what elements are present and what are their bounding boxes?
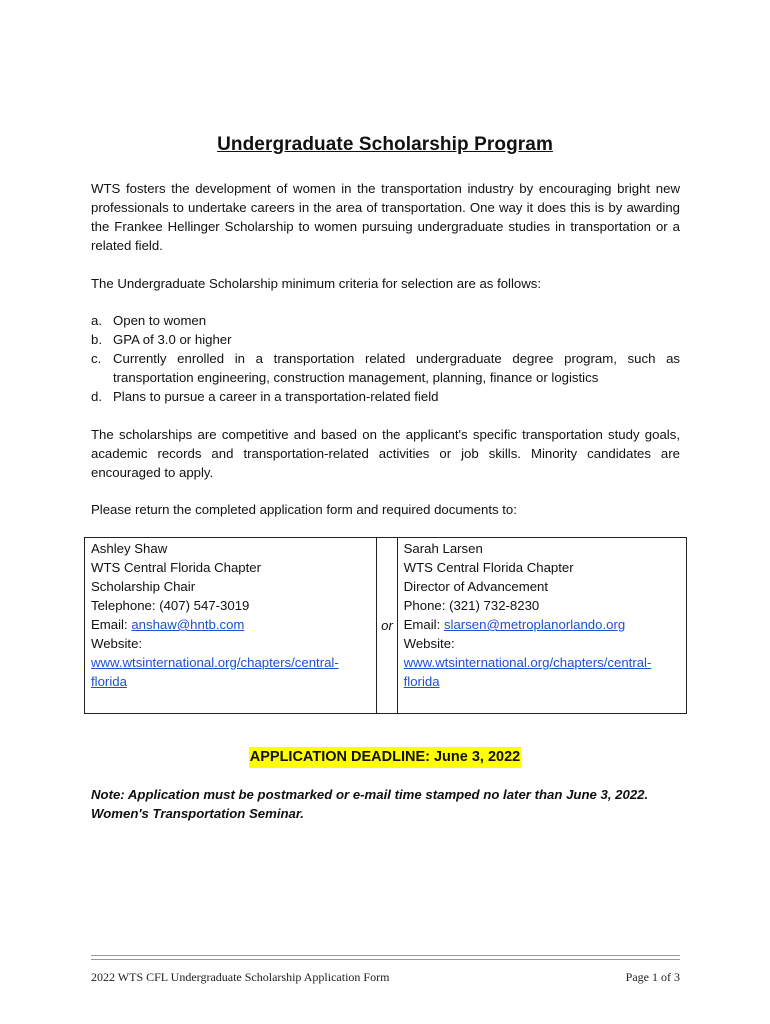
note-line-1: Note: Application must be postmarked or e-mail time stamped no later than June 3, 2022. (91, 787, 649, 802)
website-link[interactable] (91, 655, 339, 689)
contact-role: Director of Advancement (403, 579, 549, 594)
website-link-line1: www.wtsinternational.org/chapters/central- (91, 655, 339, 670)
competitive-paragraph: The scholarships are competitive and based on the applicant's specific transportation study goals, academic records and transportation-related activities or job skills. Minority candidates are encouraged to apply. (91, 427, 680, 480)
list-marker: c. (91, 351, 102, 366)
website-link-line2: florida (91, 674, 127, 689)
website-label: Website: (91, 636, 143, 651)
criteria-list (91, 311, 680, 406)
criteria-text: Currently enrolled in a transportation related undergraduate degree program, such as transportation engineering, construction management, planning, finance or logistics (113, 351, 680, 385)
criteria-text: GPA of 3.0 or higher (113, 332, 232, 347)
note-line-2: Women's Transportation Seminar. (91, 806, 304, 821)
contact-phone: Phone: (321) 732-8230 (403, 598, 540, 613)
email-link[interactable]: slarsen@metroplanorlando.org (443, 617, 626, 632)
list-marker: b. (91, 332, 102, 347)
email-label: Email: (403, 617, 444, 632)
contact-card-left (85, 538, 377, 714)
website-label: Website: (403, 636, 455, 651)
page-number: Page 1 of 3 (625, 970, 680, 984)
criteria-text: Open to women (113, 313, 207, 328)
website-link-line1: www.wtsinternational.org/chapters/central- (403, 655, 652, 670)
return-instructions: Please return the completed application form and required documents to: (91, 502, 517, 517)
criteria-intro: The Undergraduate Scholarship minimum criteria for selection are as follows: (91, 276, 542, 291)
contact-card-right (397, 538, 686, 714)
criteria-item (91, 387, 680, 406)
application-deadline: APPLICATION DEADLINE: June 3, 2022 (249, 747, 521, 768)
list-marker: d. (91, 389, 102, 404)
deadline-container (0, 747, 770, 768)
email-label: Email: (91, 617, 132, 632)
contact-name: Sarah Larsen (403, 541, 483, 556)
criteria-item (91, 349, 680, 387)
contact-org: WTS Central Florida Chapter (91, 560, 262, 575)
footer-divider (91, 955, 680, 956)
footer-divider-secondary (91, 959, 680, 960)
contact-name: Ashley Shaw (91, 541, 168, 556)
contacts-table (84, 537, 687, 714)
email-link[interactable]: anshaw@hntb.com (131, 617, 245, 632)
contact-org: WTS Central Florida Chapter (403, 560, 574, 575)
contact-role: Scholarship Chair (91, 579, 196, 594)
contact-email-line (404, 615, 680, 634)
contacts-row (85, 538, 687, 714)
website-link-line2: florida (403, 674, 440, 689)
deadline-note (91, 785, 691, 823)
criteria-item (91, 330, 680, 349)
list-marker: a. (91, 313, 102, 328)
website-link[interactable] (404, 655, 652, 689)
footer-form-title: 2022 WTS CFL Undergraduate Scholarship Application Form (91, 970, 390, 984)
intro-paragraph: WTS fosters the development of women in the transportation industry by encouraging bright new professionals to undertake careers in the area of transportation. One way it does this is by awarding the Frankee Hellinger Scholarship to women pursuing undergraduate studies in transportation or a related field. (91, 181, 680, 253)
contact-separator: or (377, 538, 397, 714)
page-title: Undergraduate Scholarship Program (217, 134, 553, 155)
contact-email-line (91, 615, 370, 634)
criteria-text: Plans to pursue a career in a transportation-related field (113, 389, 439, 404)
contact-phone: Telephone: (407) 547-3019 (91, 598, 250, 613)
criteria-item (91, 311, 680, 330)
